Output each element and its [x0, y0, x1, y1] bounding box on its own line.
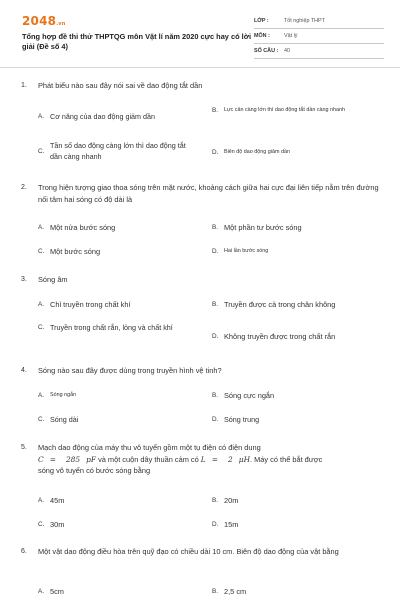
- option-text: Một phần tư bước sóng: [224, 223, 302, 232]
- option-text: Lực cản càng lớn thì dao động tắt dần càng nhanh: [224, 107, 346, 113]
- meta-value-class: Tốt nghiệp THPT: [284, 18, 325, 24]
- site-logo[interactable]: [22, 14, 66, 28]
- option-text: 5cm: [50, 587, 64, 596]
- option-d[interactable]: [212, 247, 268, 255]
- option-letter: B.: [212, 497, 219, 504]
- option-a[interactable]: [38, 391, 76, 399]
- equals-sign: =: [49, 454, 56, 464]
- option-letter: B.: [212, 392, 219, 399]
- meta-label-count: SỐ CÂU :: [254, 48, 279, 54]
- option-c[interactable]: [38, 246, 100, 257]
- question-number: 1.: [21, 82, 27, 89]
- option-text: 15m: [224, 520, 239, 529]
- option-letter: D.: [212, 521, 219, 528]
- option-text: 2,5 cm: [224, 587, 247, 596]
- logo-main: 2048: [22, 14, 57, 28]
- option-text: Một bước sóng: [50, 247, 101, 256]
- option-letter: C.: [38, 416, 45, 423]
- option-letter: B.: [212, 106, 219, 114]
- option-c[interactable]: [38, 414, 78, 425]
- question-number: 4.: [21, 367, 27, 374]
- capacitance-value: 285: [65, 454, 81, 464]
- option-a[interactable]: [38, 495, 64, 506]
- header-divider: [0, 67, 400, 68]
- math-connector: và một cuộn dây thuần cảm có: [96, 454, 201, 464]
- page-header: [0, 0, 400, 66]
- option-b[interactable]: [212, 586, 246, 597]
- capacitance-unit: pF: [86, 454, 97, 464]
- option-letter: A.: [38, 588, 45, 595]
- option-text: 20m: [224, 496, 239, 505]
- option-letter: A.: [38, 113, 45, 120]
- option-text: Cơ năng của dao động giảm dần: [50, 112, 156, 121]
- capacitance-symbol: C: [38, 454, 44, 464]
- question-text: Sóng nào sau đây được dùng trong truyền hình vệ tinh?: [38, 366, 222, 375]
- option-text: Sóng trung: [224, 415, 260, 424]
- option-d[interactable]: [212, 414, 259, 425]
- option-letter: D.: [212, 247, 219, 255]
- question-text-line1: Mạch dao động của máy thu vô tuyến gồm một tụ điện có điện dung: [38, 443, 261, 452]
- question-text: Trong hiện tượng giao thoa sóng trên mặt nước, khoảng cách giữa hai cực đại liên tiếp nằm trên đường nối tâm hai sóng có độ dài là: [38, 183, 379, 204]
- option-d[interactable]: [212, 331, 335, 342]
- option-text: Không truyền được trong chất rắn: [224, 332, 336, 341]
- option-text: Sóng cực ngắn: [224, 391, 275, 400]
- meta-label-subject: MÔN :: [254, 33, 270, 39]
- question-number: 2.: [21, 184, 27, 191]
- option-text: Một nửa bước sóng: [50, 223, 116, 232]
- document-title: Tổng hợp đề thi thử THPTQG môn Vật lí năm 2020 cực hay có lời giải (Đề số 4): [22, 32, 252, 51]
- option-letter: B.: [212, 224, 219, 231]
- option-text: Tần số dao động càng lớn thì dao động tắt dần càng nhanh: [50, 141, 186, 161]
- meta-value-subject: Vật lý: [284, 33, 298, 39]
- option-b[interactable]: [212, 495, 238, 506]
- option-a[interactable]: [38, 222, 115, 233]
- question-text: Sóng âm: [38, 275, 68, 284]
- option-c[interactable]: [38, 140, 208, 162]
- option-c[interactable]: [38, 519, 64, 530]
- equals-sign: =: [211, 454, 218, 464]
- option-letter: C.: [38, 521, 45, 528]
- option-b[interactable]: [212, 299, 335, 310]
- question-number: 6.: [21, 548, 27, 555]
- option-letter: A.: [38, 224, 45, 231]
- question-text: Một vật dao động điều hòa trên quỹ đạo có chiều dài 10 cm. Biên độ dao động của vật bằng: [38, 547, 339, 556]
- meta-row-count: [254, 44, 384, 59]
- option-letter: C.: [38, 248, 45, 255]
- option-a[interactable]: [38, 299, 131, 310]
- option-b[interactable]: [212, 106, 377, 114]
- option-letter: A.: [38, 497, 45, 504]
- option-text: Chỉ truyền trong chất khí: [50, 300, 131, 309]
- question-number: 5.: [21, 444, 27, 451]
- option-text: Sóng dài: [50, 415, 79, 424]
- option-b[interactable]: [212, 222, 302, 233]
- question-text: Phát biểu nào sau đây nói sai về dao động tắt dần: [38, 81, 203, 90]
- option-letter: D.: [212, 148, 219, 156]
- option-a[interactable]: [38, 111, 198, 122]
- meta-label-class: LỚP :: [254, 18, 269, 24]
- meta-row-class: [254, 14, 384, 29]
- math-tail: . Máy có thể bắt được: [250, 454, 323, 464]
- option-letter: D.: [212, 333, 219, 340]
- inductance-value: 2: [228, 454, 233, 464]
- option-d[interactable]: [212, 148, 377, 156]
- exam-meta: [254, 14, 384, 59]
- inductance-symbol: L: [200, 454, 206, 464]
- option-a[interactable]: [38, 586, 64, 597]
- option-letter: B.: [212, 301, 219, 308]
- option-b[interactable]: [212, 390, 274, 401]
- question-number: 3.: [21, 276, 27, 283]
- option-letter: A.: [38, 301, 45, 308]
- inductance-unit: μH: [238, 454, 251, 464]
- option-letter: C.: [38, 147, 45, 155]
- option-text: Sóng ngắn: [50, 392, 77, 398]
- question-text: [38, 442, 383, 477]
- option-text: Truyền trong chất rắn, lỏng và chất khí: [50, 323, 173, 332]
- option-text: Biên độ dao động giảm dần: [224, 149, 290, 155]
- option-letter: C.: [38, 324, 45, 331]
- logo-tld: .vn: [56, 21, 66, 27]
- option-d[interactable]: [212, 519, 238, 530]
- meta-row-subject: [254, 29, 384, 44]
- option-letter: D.: [212, 416, 219, 423]
- option-text: Hai lần bước sóng: [224, 248, 269, 254]
- option-text: Truyền được cả trong chân không: [224, 300, 336, 309]
- option-text: 45m: [50, 496, 65, 505]
- question-text-line3: sóng vô tuyến có bước sóng bằng: [38, 466, 151, 475]
- option-letter: A.: [38, 391, 45, 399]
- option-text: 30m: [50, 520, 65, 529]
- question-text-math-line: [38, 454, 383, 466]
- option-letter: B.: [212, 588, 219, 595]
- meta-value-count: 40: [284, 48, 290, 54]
- option-c[interactable]: [38, 322, 208, 333]
